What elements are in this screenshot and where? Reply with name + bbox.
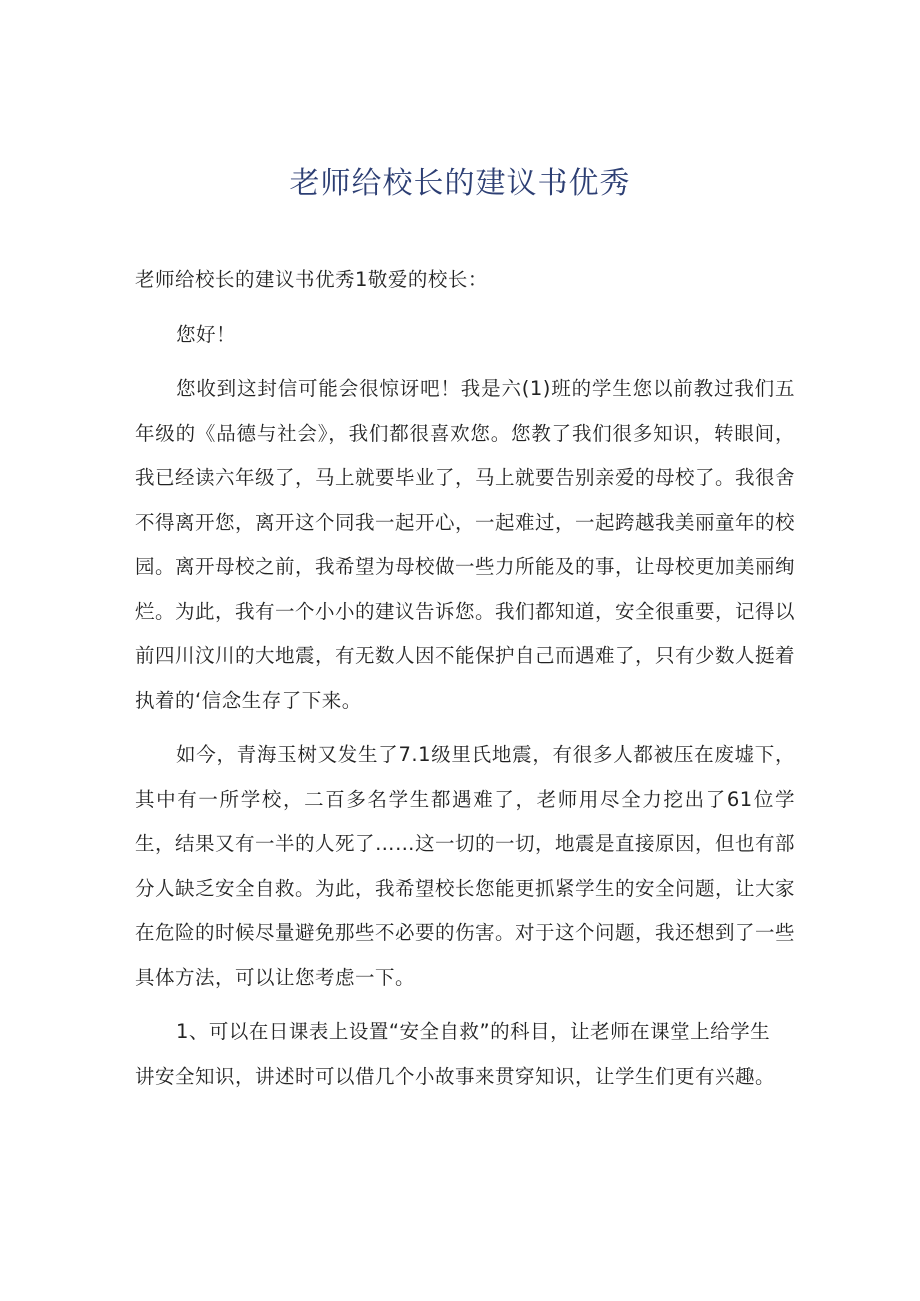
greeting-paragraph: 您好！ xyxy=(176,322,237,346)
document-body xyxy=(135,258,795,1109)
body-paragraph: 您收到这封信可能会很惊讶吧！我是六(1)班的学生您以前教过我们五年级的《品德与社会》，我们都很喜欢您。您教了我们很多知识，转眼间，我已经读六年级了，马上就要毕业了，马上就要告别亲爱的母校了。我很舍不得离开您，离开这个同我一起开心，一起难过，一起跨越我美丽童年的校园。离开母校之前，我希望为母校做一些力所能及的事，让母校更加美丽绚烂。为此，我有一个小小的建议告诉您。我们都知道，安全很重要，记得以前四川汶川的大地震，有无数人因不能保护自己而遇难了，只有少数人挺着执着的‘信念生存了下来。 xyxy=(135,377,796,712)
body-paragraph: 如今，青海玉树又发生了7.1级里氏地震，有很多人都被压在废墟下，其中有一所学校，二百多名学生都遇难了，老师用尽全力挖出了61位学生，结果又有一半的人死了……这一切的一切，地震是直接原因，但也有部分人缺乏安全自救。为此，我希望校长您能更抓紧学生的安全问题，让大家在危险的时候尽量避免那些不必要的伤害。对于这个问题，我还想到了一些具体方法，可以让您考虑一下。 xyxy=(135,743,796,989)
salutation-paragraph: 老师给校长的建议书优秀1敬爱的校长： xyxy=(135,268,488,291)
list-item-paragraph: 1、可以在日课表上设置“安全自救”的科目，让老师在课堂上给学生讲安全知识，讲述时可以借几个小故事来贯穿知识，让学生们更有兴趣。 xyxy=(135,1020,776,1088)
document-title: 老师给校长的建议书优秀 xyxy=(289,166,631,201)
